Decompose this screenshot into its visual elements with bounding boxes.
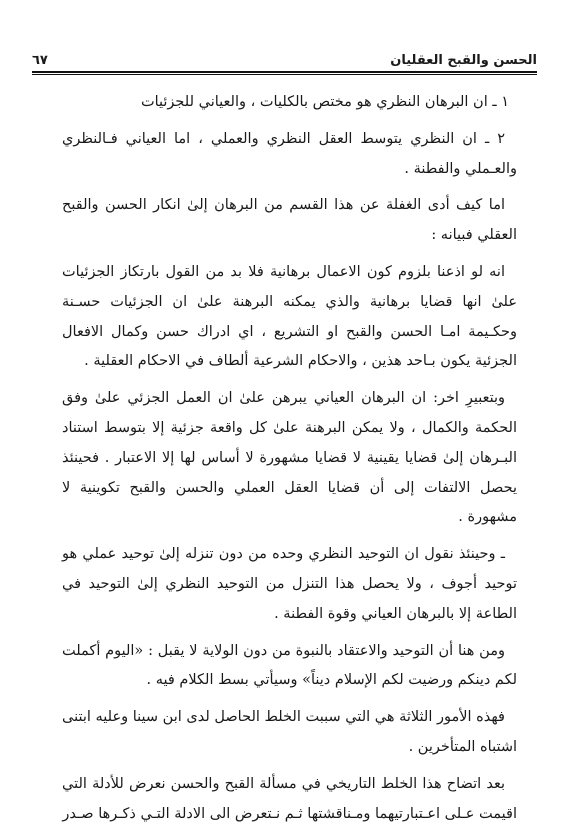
- header-rule: [32, 71, 537, 73]
- paragraph-wilayah: ومن هنا أن التوحيد والاعتقاد بالنبوة من دون الولاية لا يقبل : «اليوم أكملت لكم دينكم ورضيت لكم الإسلام ديناً» وسيأتي بسط الكلام فيه .: [62, 642, 517, 689]
- header-rule-thin: [32, 74, 537, 75]
- paragraph-point-2: ٢ ـ ان النظري يتوسط العقل النظري والعملي ، اما العياني فـالنظري والعـملي والفطنة .: [62, 130, 517, 177]
- running-header: [32, 44, 537, 68]
- paragraph-question: اما كيف أدى الغفلة عن هذا القسم من البرهان إلىٰ انكار الحسن والقبح العقلي فبيانه :: [62, 197, 517, 244]
- paragraph-conclusion: بعد اتضاح هذا الخلط التاريخي في مسألة القبح والحسن نعرض للأدلة التي اقيمت عـلى اعـتبارتيهما ومـناقشتها ثـم نـتعرض الى الادلة التـي ذكـرها صـدر: [62, 775, 517, 822]
- page-number: ٦٧: [32, 53, 48, 68]
- paragraph-point-1: ١ ـ ان البرهان النظري هو مختص بالكليات ، والعياني للجزئيات: [140, 94, 509, 110]
- paragraph-three-matters: فهذه الأمور الثلاثة هي التي سببت الخلط الحاصل لدى ابن سينا وعليه ابتنى اشتباه المتأخرين .: [62, 709, 517, 755]
- running-title: الحسن والقبح العقليان: [390, 53, 537, 68]
- paragraph-rephrase: وبتعبيرِ اخر: ان البرهان العياني يبرهن علىٰ ان العمل الجزئي علىٰ وفق الحكمة والكمال ، ولا يمكن البرهنة علىٰ كل واقعة جزئية إلا بتوسط استناد البـرهان إلىٰ قضايا يقينية لا قضايا مشهورة لا أساس لها إلا الاعتبار . فحينئذ يحصل الالتفات إلى أن قضايا العقل العملي والحسن والقبح تكوينية لا مشهورة .: [62, 390, 517, 526]
- paragraph-tawhid: ـ وحينئذ نقول ان التوحيد النظري وحده من دون تنزله إلىٰ توحيد عملي هو توحيد أجوف ، ولا يحصل هذا التنزل من التوحيد النظري إلىٰ التوحيد في الطاعة إلا بالبرهان العياني وقوة الفطنة .: [62, 546, 517, 622]
- paragraph-explanation: انه لو اذعنا بلزوم كون الاعمال برهانية فلا بد من القول بارتكاز الجزئيات علىٰ انها قضايا برهانية والذي يمكنه البرهنة علىٰ ان الجزئيات حسـنة وحكـيمة امـا الحسن والقبح او التشريع ، اي ادراك حسن وكمال الافعال الجزئية يكون بـاحد هذين ، والاحكام الشرعية ألطاف في الاحكام العقلية .: [62, 263, 517, 370]
- body-text: [62, 88, 517, 822]
